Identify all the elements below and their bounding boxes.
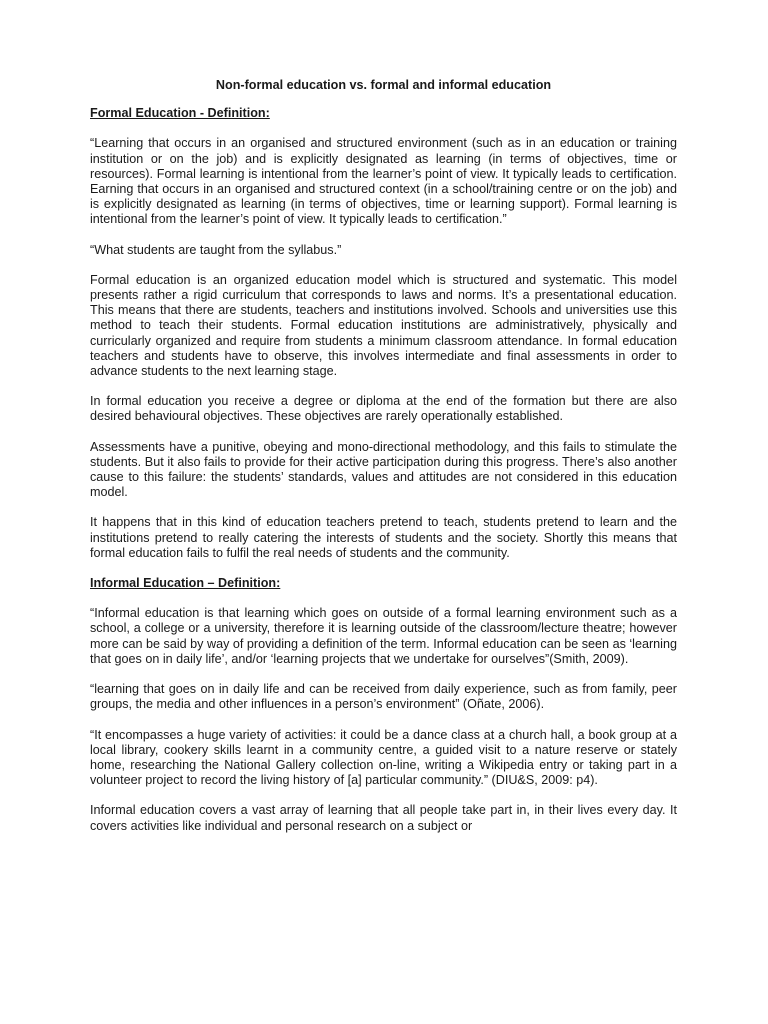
paragraph: Formal education is an organized education model which is structured and systematic. This model presents rather a rigid curriculum that corresponds to laws and norms. It’s a presentational education. This means that there are students, teachers and institutions involved. Schools and universities use this method to teach their students. Formal education institutions are administratively, physically and curricularly organized and require from students a minimum classroom attendance. In formal education teachers and students have to observe, this involves intermediate and final assessments in order to advance students to the next learning stage.	[90, 272, 677, 379]
document-title: Non-formal education vs. formal and informal education	[215, 78, 552, 92]
section-heading-informal: Informal Education – Definition:	[90, 576, 281, 591]
paragraph: “What students are taught from the syllabus.”	[90, 242, 342, 257]
paragraph: It happens that in this kind of education teachers pretend to teach, students pretend to learn and the institutions pretend to really catering the interests of students and the society. Shortly this means that formal education fails to fulfil the real needs of students and the community.	[90, 515, 677, 560]
paragraph: Assessments have a punitive, obeying and mono-directional methodology, and this fails to stimulate the students. But it also fails to provide for their active participation during this progress. There’s also another cause to this failure: the students’ standards, values and attitudes are not considered in this education model.	[90, 439, 677, 500]
paragraph: “learning that goes on in daily life and can be received from daily experience, such as from family, peer groups, the media and other influences in a person’s environment” (Oñate, 2006).	[90, 682, 677, 712]
section-heading-formal: Formal Education - Definition:	[90, 106, 270, 121]
paragraph: “It encompasses a huge variety of activities: it could be a dance class at a church hall, a book group at a local library, cookery skills learnt in a community centre, a guided visit to a nature reserve or stately home, researching the National Gallery collection on-line, writing a Wikipedia entry or taking part in a volunteer project to record the living history of [a] particular community.” (DIU&S, 2009: p4).	[90, 727, 677, 788]
document-body	[90, 78, 677, 849]
paragraph: “Learning that occurs in an organised and structured environment (such as in an education or training institution or on the job) and is explicitly designated as learning (in terms of objectives, time or resources). Formal learning is intentional from the learner’s point of view. It typically leads to certification. Earning that occurs in an organised and structured context (in a school/training centre or on the job) and is explicitly designated as learning (in terms of objectives, time or learning support). Formal learning is intentional from the learner’s point of view. It typically leads to certification.”	[90, 136, 677, 227]
paragraph: In formal education you receive a degree or diploma at the end of the formation but there are also desired behavioural objectives. These objectives are rarely operationally established.	[90, 394, 677, 424]
paragraph: “Informal education is that learning which goes on outside of a formal learning environment such as a school, a college or a university, therefore it is learning outside of the classroom/lecture theatre; however more can be said by way of providing a definition of the term. Informal education can be seen as ‘learning that goes on in daily life’, and/or ‘learning projects that we undertake for ourselves”(Smith, 2009).	[90, 606, 677, 666]
paragraph: Informal education covers a vast array of learning that all people take part in, in their lives every day. It covers activities like individual and personal research on a subject or	[90, 803, 677, 833]
